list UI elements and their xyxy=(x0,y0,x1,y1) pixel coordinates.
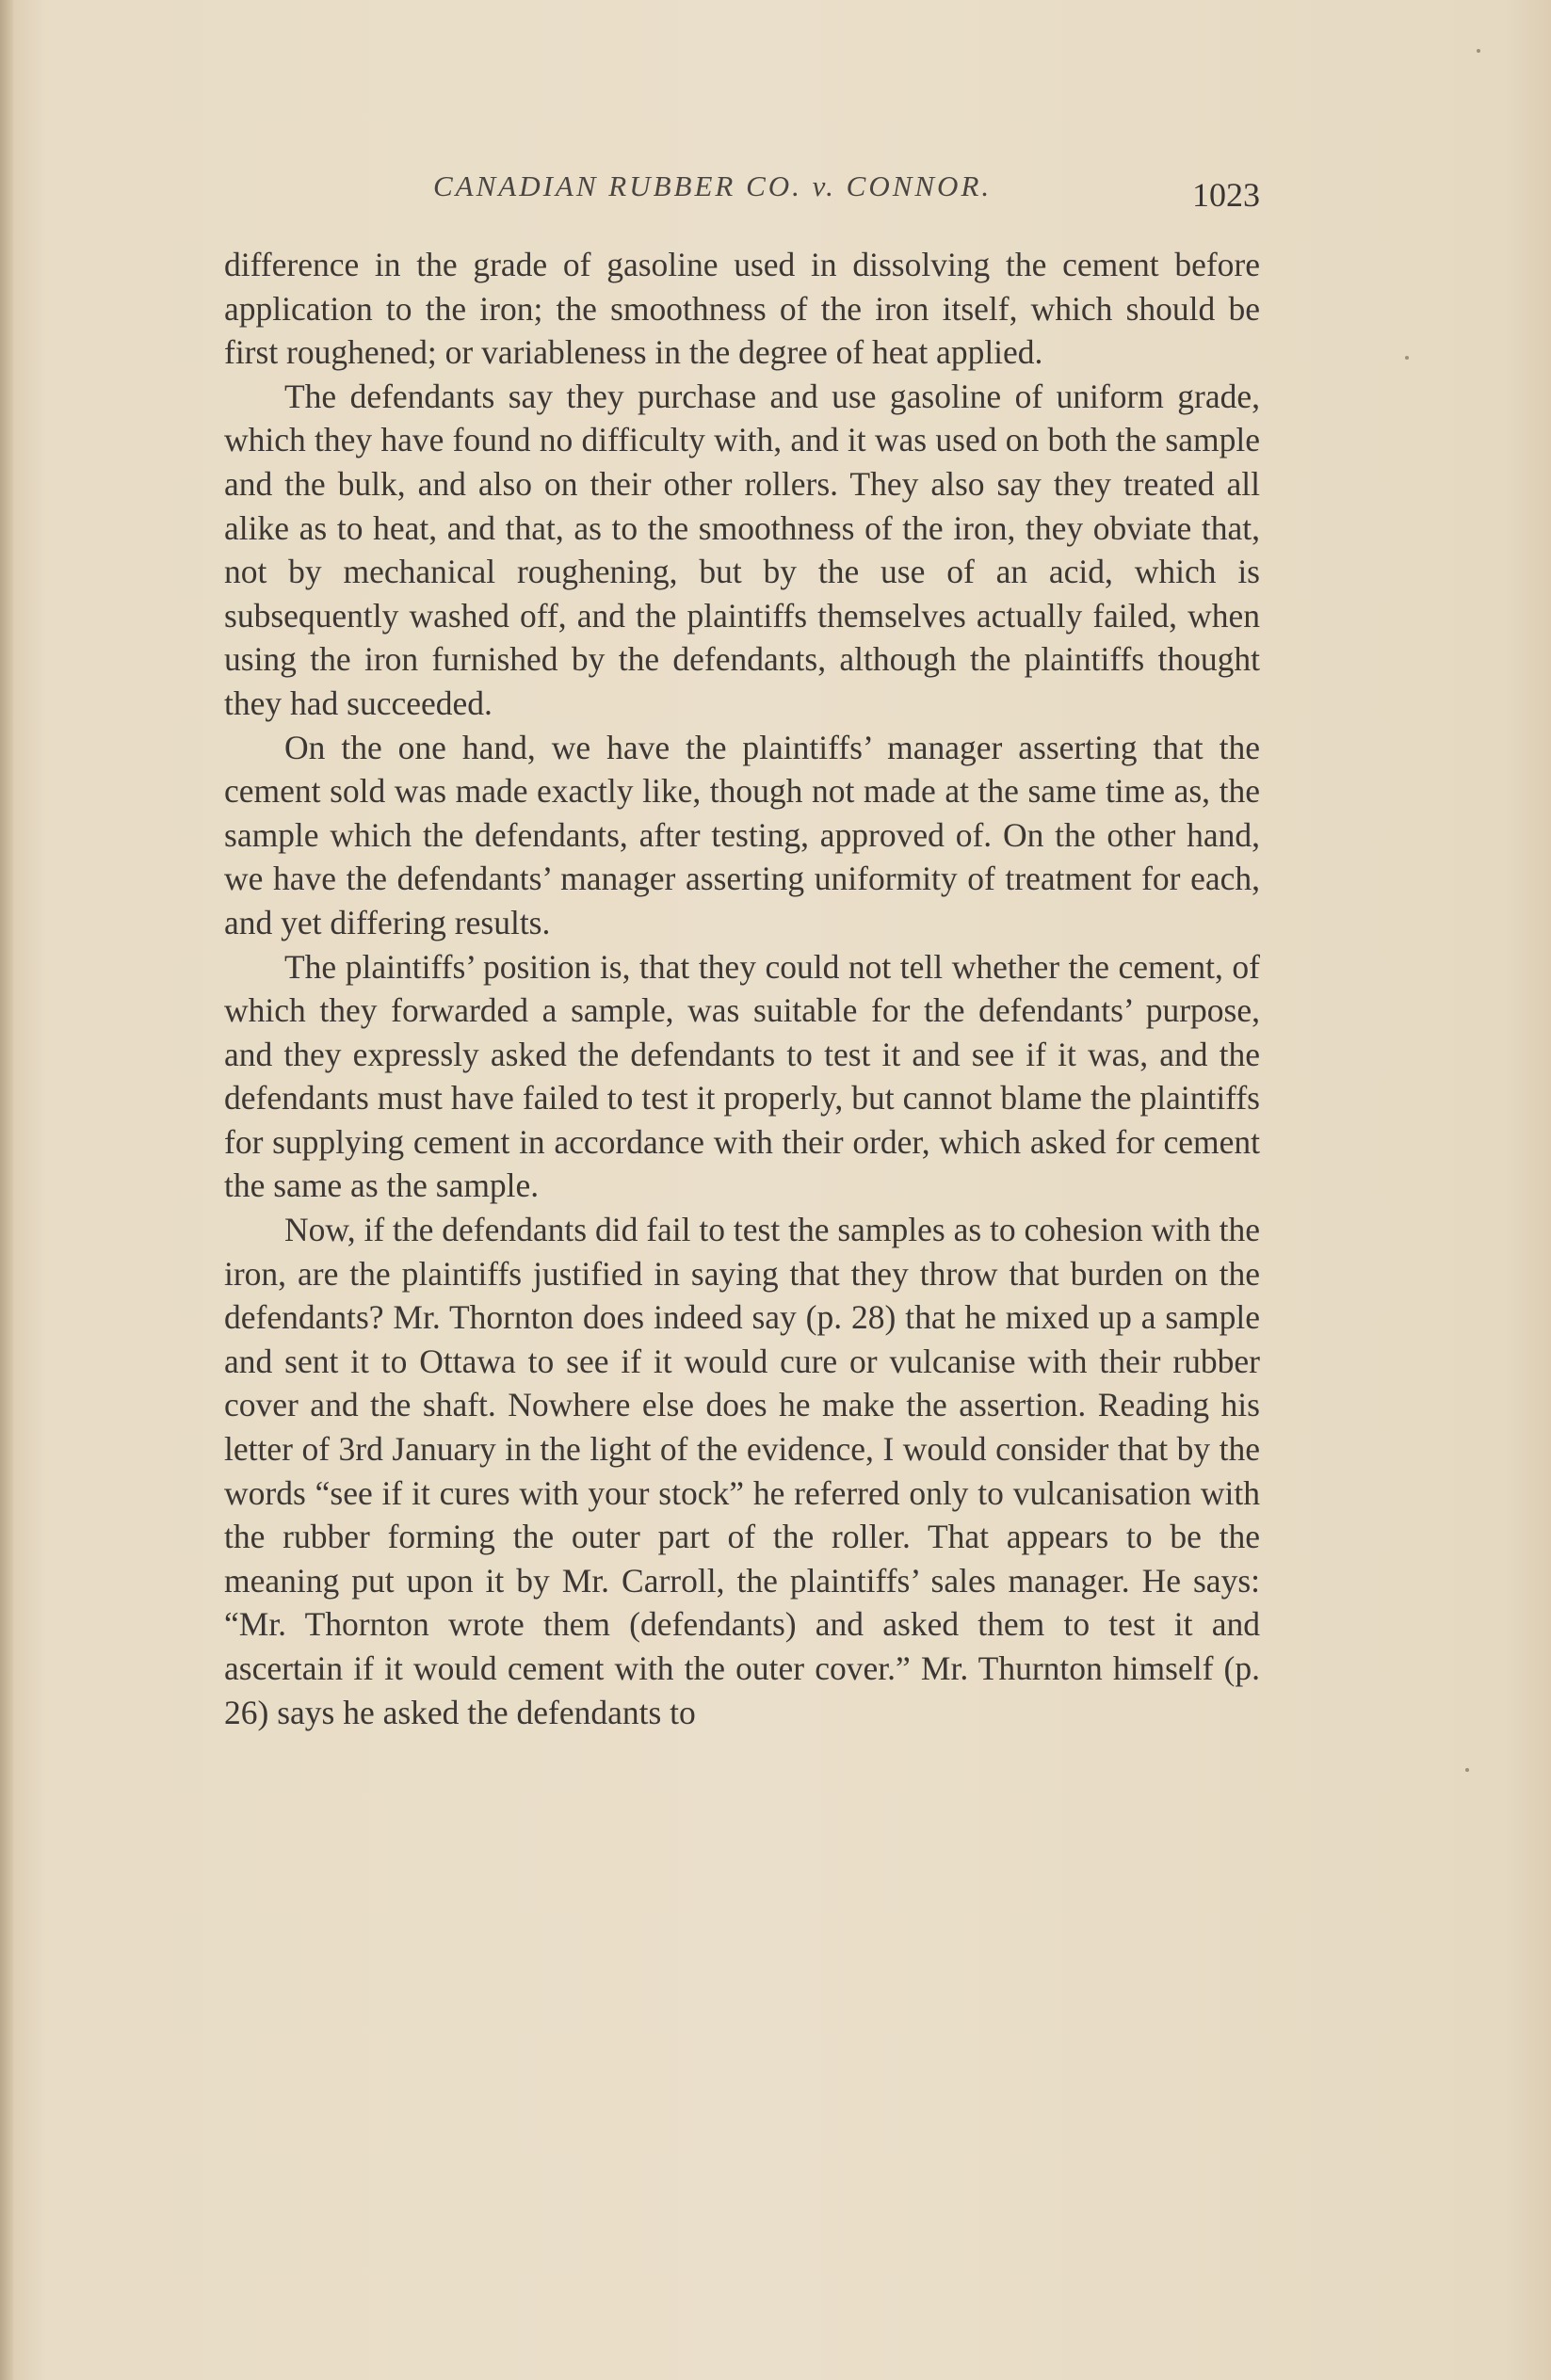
page-header xyxy=(224,169,1260,226)
paper-speck xyxy=(1465,1768,1469,1772)
paragraph: Now, if the defendants did fail to test the samples as to cohesion with the iron, are the plaintiffs justified in saying that they throw that burden on the defendants? Mr. Thornton does indeed say (p. 28) that he mixed up a sample and sent it to Ottawa to see if it would cure or vulcanise with their rubber cover and the shaft. Nowhere else does he make the assertion. Reading his letter of 3rd January in the light of the evidence, I would consider that by the words “see if it cures with your stock” he referred only to vulcanisation with the rubber forming the outer part of the roller. That appears to be the meaning put upon it by Mr. Carroll, the plaintiffs’ sales manager. He says: “Mr. Thornton wrote them (defendants) and asked them to test it and ascertain if it would cement with the outer cover.” Mr. Thurnton himself (p. 26) says he asked the defendants to xyxy=(224,1211,1260,1731)
paper-speck xyxy=(1477,49,1480,53)
binding-gutter xyxy=(0,0,13,2380)
paper-speck xyxy=(1405,356,1409,360)
running-head: CANADIAN RUBBER CO. v. CONNOR. xyxy=(433,169,993,202)
paragraph: The defendants say they purchase and use gasoline of uniform grade, which they have found no difficulty with, and it was used on both the sample and the bulk, and also on their other rollers. They also say they treated all alike as to heat, and that, as to the smoothness of the iron, they obviate that, not by mechanical roughening, but by the use of an acid, which is subsequently washed off, and the plaintiffs themselves actually failed, when using the iron furnished by the defendants, although the plaintiffs thought they had succeeded. xyxy=(224,377,1260,722)
body-text xyxy=(224,243,1260,1734)
page-number: 1023 xyxy=(1192,176,1260,214)
paragraph: On the one hand, we have the plaintiffs’ manager asserting that the cement sold was made exactly like, though not made at the same time as, the sample which the defendants, after testing, approved of. On the other hand, we have the defendants’ manager asserting uniformity of treatment for each, and yet differing results. xyxy=(224,728,1260,941)
paragraph-continued: difference in the grade of gasoline used in dissolving the cement before application to the iron; the smoothness of the iron itself, which should be first roughened; or variableness in the degree of heat applied. xyxy=(224,246,1260,372)
paragraph: The plaintiffs’ position is, that they could not tell whether the cement, of which they forwarded a sample, was suitable for the defendants’ purpose, and they expressly asked the defendants to test it and see if it was, and the defendants must have failed to test it properly, but cannot blame the plaintiffs for supplying cement in accordance with their order, which asked for cement the same as the sample. xyxy=(224,947,1260,1205)
